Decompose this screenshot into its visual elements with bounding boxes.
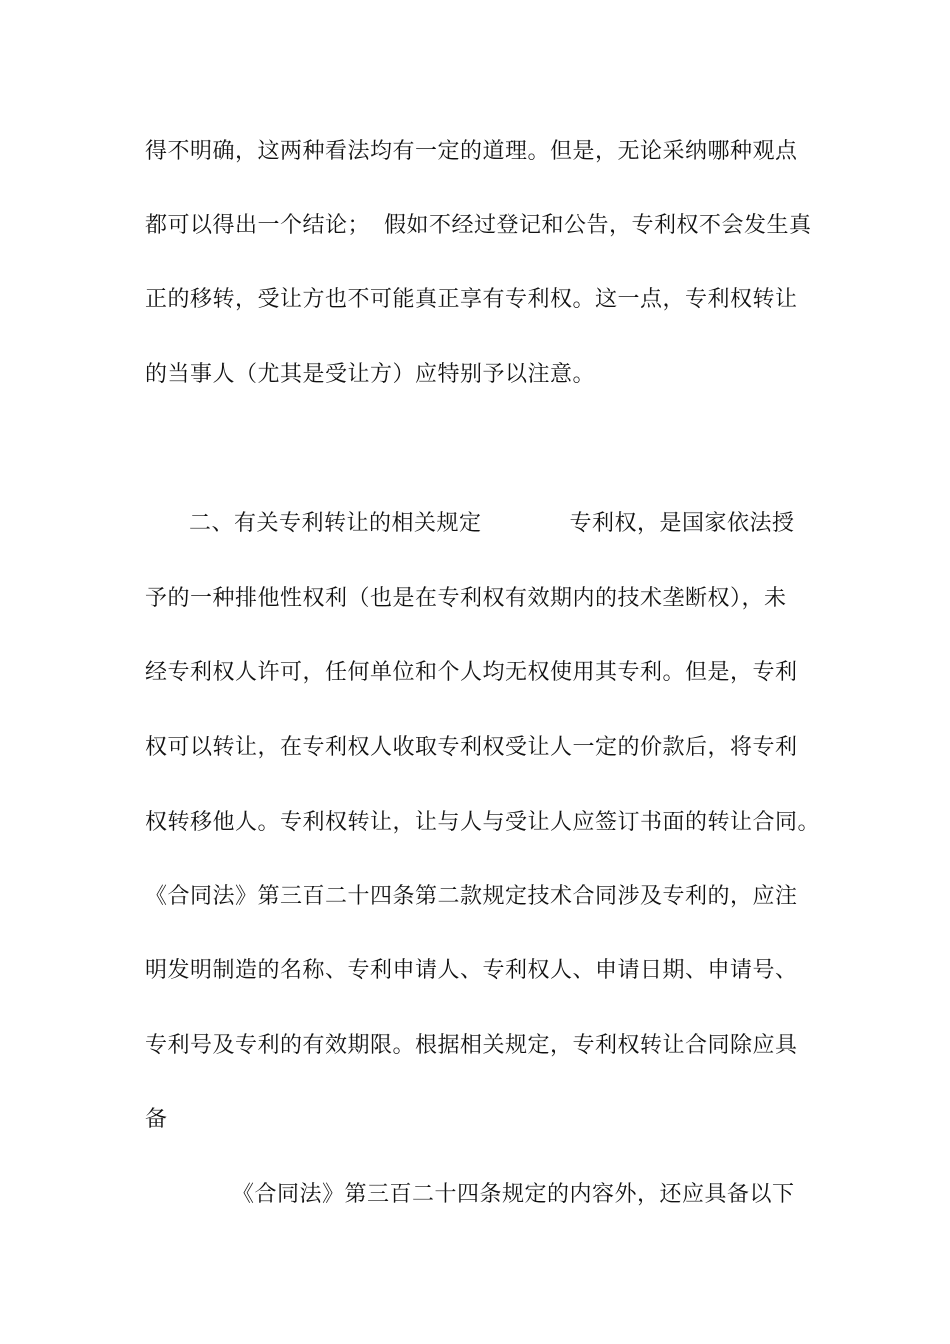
text-line: 《合同法》第三百二十四条第二款规定技术合同涉及专利的，应注 <box>145 884 798 909</box>
text-line: 明发明制造的名称、专利申请人、专利权人、申请日期、申请号、 <box>145 958 798 983</box>
text-fragment: 都可以得出一个结论； <box>145 213 371 238</box>
text-line: 权可以转让，在专利权人收取专利权受让人一定的价款后，将专利 <box>145 735 798 760</box>
text-line: 的当事人（尤其是受让方）应特别予以注意。 <box>145 362 596 387</box>
text-line: 予的一种排他性权利（也是在专利权有效期内的技术垄断权），未 <box>145 586 787 611</box>
text-fragment: 假如不经过登记和公告，专利权不会发生真 <box>384 213 812 238</box>
text-line: 得不明确，这两种看法均有一定的道理。但是，无论采纳哪种观点 <box>145 139 798 164</box>
text-line: 《合同法》第三百二十四条规定的内容外，还应具备以下 <box>232 1182 795 1207</box>
text-line: 专利号及专利的有效期限。根据相关规定，专利权转让合同除应具 <box>145 1033 798 1058</box>
section-heading: 二、有关专利转让的相关规定 <box>189 511 482 536</box>
section-line <box>189 509 795 539</box>
text-line: 备 <box>145 1107 168 1132</box>
text-line: 经专利权人许可，任何单位和个人均无权使用其专利。但是，专利 <box>145 660 798 685</box>
text-line: 正的移转，受让方也不可能真正享有专利权。这一点，专利权转让 <box>145 287 798 312</box>
text-line: 权转移他人。专利权转让，让与人与受让人应签订书面的转让合同。 <box>145 810 821 835</box>
text-line <box>145 211 812 241</box>
text-fragment: 专利权，是国家依法授 <box>569 511 795 536</box>
